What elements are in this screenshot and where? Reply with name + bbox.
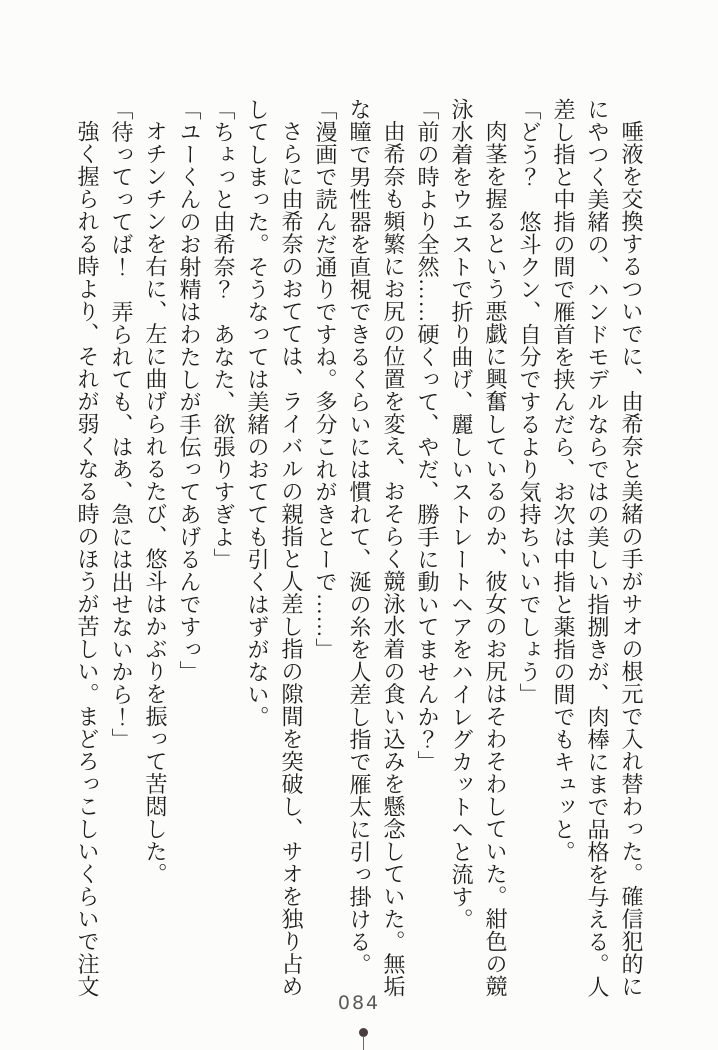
text-column: 泳水着をウエストで折り曲げ、麗しいストレートヘアをハイレグカットへと流す。: [449, 98, 474, 931]
page-text-block: [70, 98, 648, 998]
text-column: 「どう？ 悠斗クン、自分でするより気持ちいいでしょう」: [517, 98, 542, 706]
text-column: さらに由希奈のおてては、ライバルの親指と人差し指の隙間を突破し、サオを独り占め: [279, 120, 304, 998]
text-column: 唾液を交換するついでに、由希奈と美緒の手がサオの根元で入れ替わった。確信犯的に: [619, 120, 644, 998]
text-column: してしまった。そうなっては美緒のおてても引くはずがない。: [245, 98, 270, 728]
text-column: 差し指と中指の間で雁首を挟んだら、お次は中指と薬指の間でもキュッと。: [551, 98, 576, 863]
text-column: 「ユーくんのお射精はわたしが手伝ってあげるんですっ」: [177, 98, 202, 683]
text-column: 強く握られる時より、それが弱くなる時のほうが苦しい。まどろっこしいくらいで注文: [75, 120, 100, 998]
text-column: 「ちょっと由希奈？ あなた、欲張りすぎよ」: [211, 98, 236, 571]
text-column: オチンチンを右に、左に曲げられるたび、悠斗はかぶりを振って苦悶した。: [143, 120, 168, 885]
text-column: な瞳で男性器を直視できるくらいには慣れて、涎の糸を人差し指で雁太に引っ掛ける。: [347, 98, 372, 976]
page-number: 084: [337, 992, 381, 1014]
text-column: 「待ってってば！ 弄られても、はあ、急には出せないから！」: [109, 98, 134, 751]
text-column: 「前の時より全然……硬くって、やだ、勝手に動いてませんか？」: [415, 98, 440, 773]
text-column: にやつく美緒の、ハンドモデルならではの美しい指捌きが、肉棒にまで品格を与える。人: [585, 98, 610, 998]
text-column: 由希奈も頻繁にお尻の位置を変え、おそらく競泳水着の食い込みを懸念していた。無垢: [381, 120, 406, 998]
text-column: 肉茎を握るという悪戯に興奮しているのか、彼女のお尻はそわそわしていた。紺色の競: [483, 120, 508, 998]
text-column: 「漫画で読んだ通りですね。多分これがきとーで……」: [313, 98, 338, 661]
footer-dot-stem: [363, 1036, 364, 1050]
